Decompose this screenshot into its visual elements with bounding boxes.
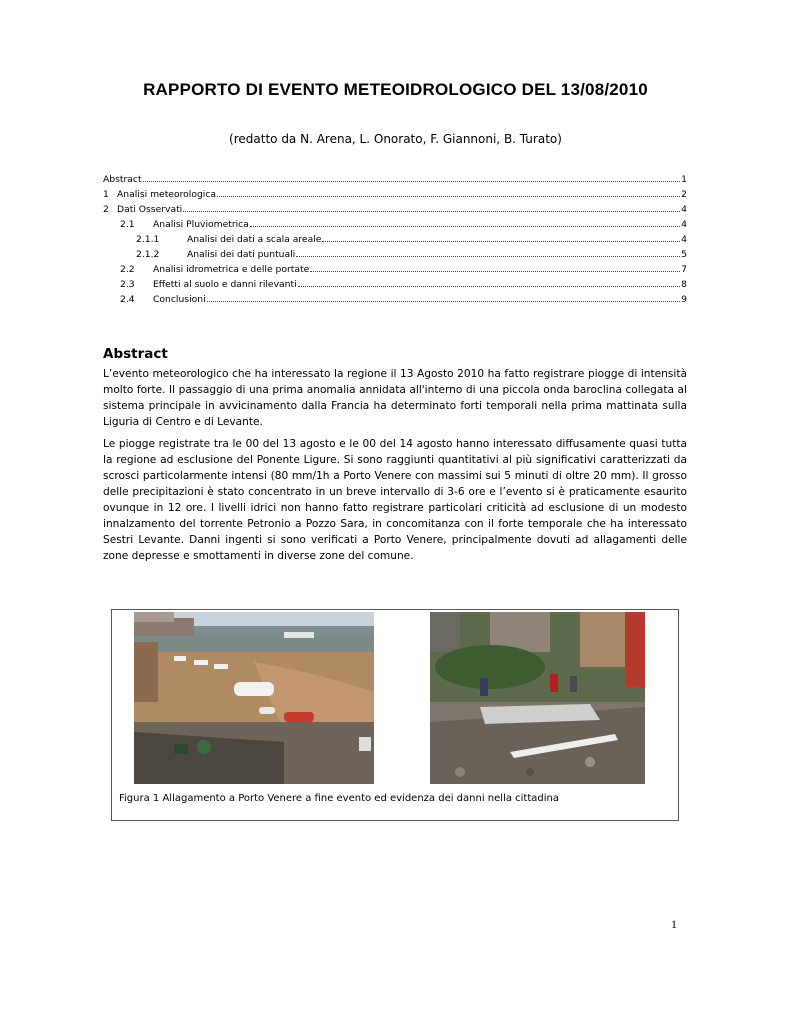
figure-box: [111, 609, 679, 821]
toc-entry[interactable]: [103, 217, 687, 232]
toc-entry[interactable]: [103, 232, 687, 247]
figure-caption: Figura 1 Allagamento a Porto Venere a fine evento ed evidenza dei danni nella cittadina: [119, 793, 559, 804]
toc-entry-page: 8: [681, 279, 687, 290]
toc-leader: [296, 247, 680, 257]
toc-entry[interactable]: [103, 172, 687, 187]
toc-entry[interactable]: [103, 262, 687, 277]
toc-entry-number: 2.4: [120, 294, 135, 305]
toc-entry[interactable]: [103, 202, 687, 217]
toc-entry-page: 4: [681, 204, 687, 215]
document-title: RAPPORTO DI EVENTO METEOIDROLOGICO DEL 13/08/2010: [143, 80, 648, 99]
toc-entry-number: 2.3: [120, 279, 135, 290]
page-number: 1: [671, 917, 677, 931]
toc-entry-number: 2.1.2: [136, 249, 160, 260]
toc-entry-number: 2: [103, 204, 109, 215]
toc-entry-label: Analisi dei dati a scala areale: [187, 234, 322, 245]
toc-entry-number: 2.1.1: [136, 234, 160, 245]
toc-entry-page: 7: [681, 264, 687, 275]
toc-entry-page: 9: [681, 294, 687, 305]
toc-leader: [298, 277, 681, 287]
toc-leader: [322, 232, 680, 242]
toc-entry-number: 2.2: [120, 264, 135, 275]
toc-entry-number: 2.1: [120, 219, 135, 230]
toc-leader: [207, 292, 681, 302]
toc-entry-label: Dati Osservati: [117, 204, 183, 215]
toc-entry-page: 2: [681, 189, 687, 200]
toc-leader: [217, 187, 680, 197]
toc-entry-page: 4: [681, 234, 687, 245]
abstract-paragraph-2: Le piogge registrate tra le 00 del 13 agosto e le 00 del 14 agosto hanno interessato diffusamente quasi tutta la regione ad esclusione del Ponente Ligure. Si sono raggiunti quantitativi al più significativi caratterizzati da scrosci particolarmente intensi (80 mm/1h a Porto Venere con massimi sui 5 minuti di oltre 20 mm). Il grosso delle precipitazioni è stato concentrato in un breve intervallo di 3-6 ore e l’evento si è praticamente esaurito ovunque in 12 ore. I livelli idrici non hanno fatto registrare particolari criticità ad esclusione di un modesto innalzamento del torrente Petronio a Pozzo Sara, in concomitanza con il forte temporale che ha interessato Sestri Levante. Danni ingenti si sono verificati a Porto Venere, principalmente dovuti ad allagamenti delle zone depresse e smottamenti in diverse zone del comune.: [103, 438, 687, 562]
toc-entry-page: 1: [681, 174, 687, 185]
toc-entry-label: Abstract: [103, 174, 142, 185]
toc-entry[interactable]: [103, 187, 687, 202]
abstract-heading: Abstract: [103, 346, 168, 362]
toc-entry[interactable]: [103, 292, 687, 307]
toc-leader: [183, 202, 680, 212]
toc-leader: [250, 217, 680, 227]
photo-flooded-harbour: [134, 612, 374, 784]
toc-entry[interactable]: [103, 277, 687, 292]
toc-entry-label: Analisi idrometrica e delle portate: [153, 264, 310, 275]
toc-entry-label: Analisi meteorologica: [117, 189, 217, 200]
toc-leader: [143, 172, 681, 182]
toc-entry[interactable]: [103, 247, 687, 262]
toc-entry-page: 5: [681, 249, 687, 260]
toc-entry-label: Effetti al suolo e danni rilevanti: [153, 279, 297, 290]
toc-entry-number: 1: [103, 189, 109, 200]
toc-entry-label: Analisi dei dati puntuali: [187, 249, 296, 260]
abstract-paragraph-1: L’evento meteorologico che ha interessato la regione il 13 Agosto 2010 ha fatto registrare piogge di intensità molto forte. Il passaggio di una prima anomalia annidata all'interno di una piccola onda baroclina collegata al sistema principale in avvicinamento dalla Francia ha determinato forti temporali nella prima mattinata sulla Liguria di Centro e di Levante.: [103, 368, 687, 428]
toc-entry-page: 4: [681, 219, 687, 230]
toc-leader: [310, 262, 680, 272]
photo-damaged-street: [430, 612, 645, 784]
table-of-contents: [103, 172, 687, 307]
toc-entry-label: Analisi Pluviometrica: [153, 219, 249, 230]
toc-entry-label: Conclusioni: [153, 294, 206, 305]
document-authors: (redatto da N. Arena, L. Onorato, F. Giannoni, B. Turato): [229, 132, 562, 146]
